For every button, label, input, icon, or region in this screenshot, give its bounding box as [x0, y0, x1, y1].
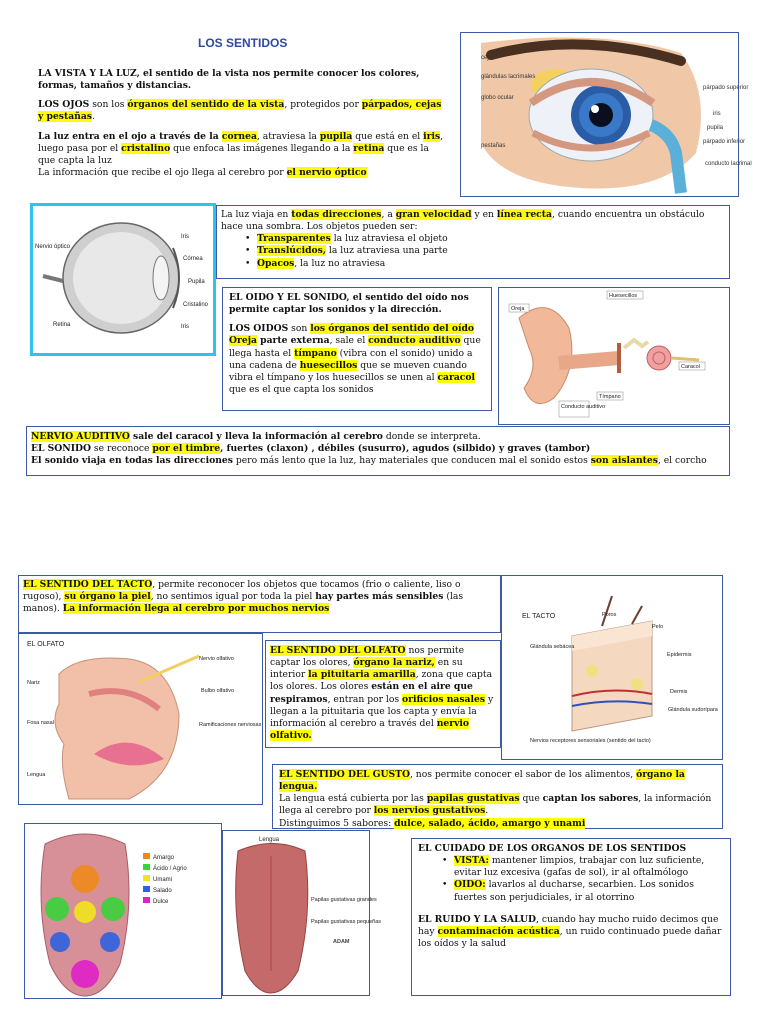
legend-swatch-amargo: [143, 853, 150, 859]
label-conducto: conducto lacrimal: [705, 161, 752, 167]
vista-section: LA VISTA Y LA LUZ, el sentido de la vista nos permite conocer los colores, formas, tamaños y distancias. LOS OJOS son los órganos del sentido de la vista, protegidos por párpados, cejas y pestañas. La luz entra en el ojo a través de la cornea, atraviesa la pupila que está en el iris, luego pasa por el cristalino que enfoca las imágenes llegando a la retina que es la que capta la luz La información que recibe el ojo llega al cerebro por el nervio óptico: [38, 68, 444, 178]
label-pestanas: pestañas: [481, 143, 506, 149]
legend-dulce: Dulce: [153, 899, 169, 905]
label-cristalino: Cristalino: [183, 302, 209, 308]
label-iris: iris: [713, 111, 721, 117]
label-epidermis: Epidermis: [667, 652, 692, 658]
list-item: • Transparentes la luz atraviesa el objeto: [239, 233, 725, 245]
tongue-map-image: [24, 823, 222, 999]
label-lengua: Lengua: [27, 772, 46, 778]
label-fosa-nasal: Fosa nasal: [27, 720, 54, 726]
tongue-papillae-image: [222, 830, 382, 996]
list-item: • VISTA: mantener limpios, trabajar con luz suficiente, evitar luz excesiva (gafas de sol), ir al oftalmólogo: [436, 855, 724, 879]
label-glandulas: glándulas lacrimales: [481, 74, 536, 80]
skin-image: [501, 575, 723, 760]
luz-section: La luz viaja en todas direcciones, a gran velocidad y en línea recta, cuando encuentra un obstáculo hace una sombra. Los objetos pueden ser: • Transparentes la luz atraviesa el objeto • Translúcidos, la luz atraviesa una parte • Opacos, la luz no atraviesa: [216, 205, 730, 279]
nervio-section: NERVIO AUDITIVO sale del caracol y lleva la información al cerebro donde se interpreta. EL SONIDO se reconoce por el timbre, fuertes (claxon) , débiles (susurro), agudos (silbido) y graves (tambor) El sonido viaja en todas las direcciones pero más lento que la luz, hay materiales que conducen mal el sonido estos son aislantes, el corcho: [26, 426, 730, 476]
tacto-section: EL SENTIDO DEL TACTO, permite reconocer los objetos que tocamos (frio o caliente, liso o rugoso), su órgano la piel, no sentimos igual por toda la piel hay partes más sensibles (las manos). La información llega al cerebro por muchos nervios: [18, 575, 501, 633]
label-glandula-sebacea: Glándula sebácea: [530, 644, 575, 650]
label-dermis: Dermis: [670, 689, 688, 695]
legend-amargo: Amargo: [153, 855, 175, 861]
olfato-section: EL SENTIDO DEL OLFATO nos permite captar los olores, órgano la nariz, en su interior la pituitaria amarilla, zona que capta los olores. Los olores están en el aire que respiramos, entran por los orificios nasales y llegan a la pituitaria que los capta y envía la información al cerebro a través del nervio olfativo.: [265, 640, 501, 748]
legend-swatch-acido: [143, 864, 150, 870]
label-caracol: Caracol: [681, 364, 700, 370]
legend-acido: Ácido / Agrio: [153, 866, 187, 872]
label-cornea: Córnea: [183, 256, 203, 262]
cuidado-section: EL CUIDADO DE LOS ORGANOS DE LOS SENTIDOS • VISTA: mantener limpios, trabajar con luz suficiente, evitar luz excesiva (gafas de sol), ir al oftalmólogo • OIDO: lavarlos al ducharse, secarbien. Los sonidos fuertes son perjudiciales, ir al otorrino EL RUIDO Y LA SALUD, cuando hay mucho ruido decimos que hay contaminación acústica, un ruido continuado puede dañar los oídos y la salud: [411, 838, 731, 996]
legend-swatch-umami: [143, 875, 150, 881]
label-nervio-olfativo: Nervio olfativo: [199, 656, 234, 662]
page-title: LOS SENTIDOS: [198, 36, 288, 50]
label-retina: Retina: [53, 322, 71, 328]
olfato-title: EL OLFATO: [27, 641, 65, 648]
label-parpado-inf: párpado inferior: [703, 139, 746, 145]
label-nervios-receptores: Nervios receptores sensoriales (sentido del tacto): [530, 738, 651, 744]
label-pupila-int: Pupila: [188, 279, 205, 285]
oido-section: EL OIDO Y EL SONIDO, el sentido del oído nos permite captar los sonidos y la dirección. LOS OIDOS son los órganos del sentido del oído Oreja parte externa, sale el conducto auditivo que llega hasta el tímpano (vibra con el sonido) unido a una cadena de huesecillos que se mueven cuando vibra el tímpano y los huesecillos se unen al caracol que es el que capta los sonidos: [222, 287, 492, 411]
label-glandula-sudoripara: Glándula sudorípara: [668, 707, 718, 713]
skin-title: EL TACTO: [522, 613, 556, 620]
legend-salado: Salado: [153, 888, 172, 894]
label-nariz: Nariz: [27, 680, 40, 686]
label-poros: Poros: [602, 612, 617, 618]
legend-umami: Umami: [153, 877, 172, 883]
adam-logo: ADAM: [333, 939, 350, 945]
label-bulbo-olfativo: Bulbo olfativo: [201, 688, 235, 694]
ear-image: [498, 287, 730, 425]
label-papilas-grandes: Papilas gustativas grandes: [311, 897, 377, 903]
list-item: • Opacos, la luz no atraviesa: [239, 258, 725, 270]
label-iris-top: Iris: [181, 234, 189, 240]
list-item: • Translúcidos, la luz atraviesa una parte: [239, 245, 725, 257]
label-nervio-optico: Nervio óptico: [35, 244, 71, 250]
label-oreja: Oreja: [511, 306, 525, 312]
label-iris-bottom: Iris: [181, 324, 189, 330]
eye-internal-image: [30, 203, 216, 356]
label-conducto-auditivo: Conducto auditivo: [561, 404, 606, 410]
tongue2-title: Lengua: [259, 837, 280, 843]
label-globo: globo ocular: [481, 95, 514, 101]
label-huesecillos: Huesecillos: [609, 293, 638, 299]
olfato-image: [18, 633, 263, 805]
eye-external-image: [460, 32, 752, 197]
gusto-section: EL SENTIDO DEL GUSTO, nos permite conocer el sabor de los alimentos, órgano la lengua. La lengua está cubierta por las papilas gustativas que captan los sabores, la información llega al cerebro por los nervios gustativos. Distinguimos 5 sabores: dulce, salado, ácido, amargo y unami: [272, 764, 723, 829]
label-pelo: Pelo: [652, 624, 664, 630]
label-ramificaciones: Ramificaciones nerviosas: [199, 722, 262, 728]
legend-swatch-dulce: [143, 897, 150, 903]
label-papilas-pequenas: Papilas gustativas pequeñas: [311, 919, 382, 925]
label-parpado-sup: párpado superior: [703, 85, 749, 91]
list-item: • OIDO: lavarlos al ducharse, secarbien. Los sonidos fuertes son perjudiciales, ir al otorrino: [436, 879, 724, 903]
label-timpano: Tímpano: [599, 394, 621, 400]
legend-swatch-salado: [143, 886, 150, 892]
label-pupila: pupila: [707, 125, 724, 131]
label-ceja: ceja: [481, 55, 493, 61]
